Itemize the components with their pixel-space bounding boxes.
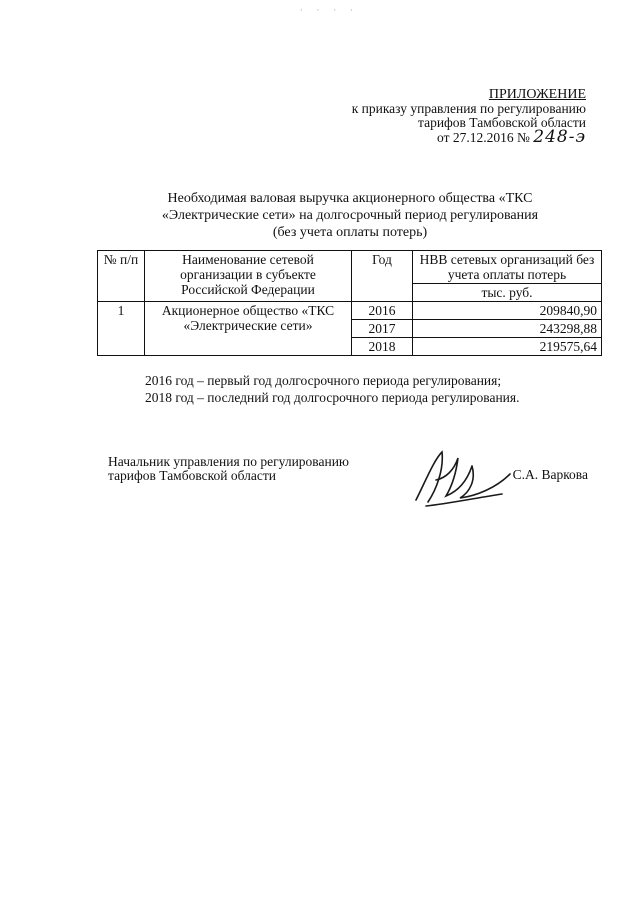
document-title bbox=[100, 190, 600, 241]
document-title-line-2: «Электрические сети» на долгосрочный период регулирования bbox=[161, 208, 539, 223]
org-name: Акционерное общество «ТКС «Электрические сети» bbox=[145, 302, 352, 356]
scan-marks: · · · · bbox=[300, 6, 359, 15]
appendix-date-line bbox=[352, 127, 586, 147]
header-value: НВВ сетевых организаций без учета оплаты потерь bbox=[413, 251, 602, 284]
row-value: 219575,64 bbox=[413, 338, 602, 356]
signer-position-line-2: тарифов Тамбовской области bbox=[108, 468, 276, 483]
row-year: 2016 bbox=[352, 302, 413, 320]
header-name: Наименование сетевой организации в субъекте Российской Федерации bbox=[145, 251, 352, 302]
document-title-line-3: (без учета оплаты потерь) bbox=[272, 225, 428, 240]
table-row bbox=[98, 302, 602, 320]
signer-position bbox=[108, 455, 349, 483]
note-last-year: 2018 год – последний год долгосрочного периода регулирования. bbox=[145, 390, 520, 405]
nvv-table bbox=[97, 250, 602, 356]
header-year: Год bbox=[352, 251, 413, 302]
table-header-row bbox=[98, 251, 602, 284]
appendix-line-2: тарифов Тамбовской области bbox=[418, 115, 586, 130]
signature-block bbox=[108, 452, 608, 522]
row-year: 2018 bbox=[352, 338, 413, 356]
row-value: 209840,90 bbox=[413, 302, 602, 320]
handwritten-signature bbox=[406, 440, 526, 512]
note-first-year: 2016 год – первый год долгосрочного периода регулирования; bbox=[145, 373, 502, 388]
handwritten-order-number: 248-э bbox=[533, 127, 586, 147]
appendix-title: ПРИЛОЖЕНИЕ bbox=[488, 87, 586, 102]
header-number: № п/п bbox=[98, 251, 145, 302]
appendix-header bbox=[352, 88, 586, 145]
row-value: 243298,88 bbox=[413, 320, 602, 338]
org-number: 1 bbox=[98, 302, 145, 356]
appendix-line-1: к приказу управления по регулированию bbox=[351, 101, 586, 116]
header-unit: тыс. руб. bbox=[413, 284, 602, 302]
notes bbox=[145, 372, 520, 406]
signer-name: С.А. Варкова bbox=[512, 467, 588, 482]
appendix-date: от 27.12.2016 № bbox=[437, 130, 530, 145]
signer-position-line-1: Начальник управления по регулированию bbox=[108, 454, 350, 469]
document-title-line-1: Необходимая валовая выручка акционерного общества «ТКС bbox=[167, 191, 533, 206]
row-year: 2017 bbox=[352, 320, 413, 338]
